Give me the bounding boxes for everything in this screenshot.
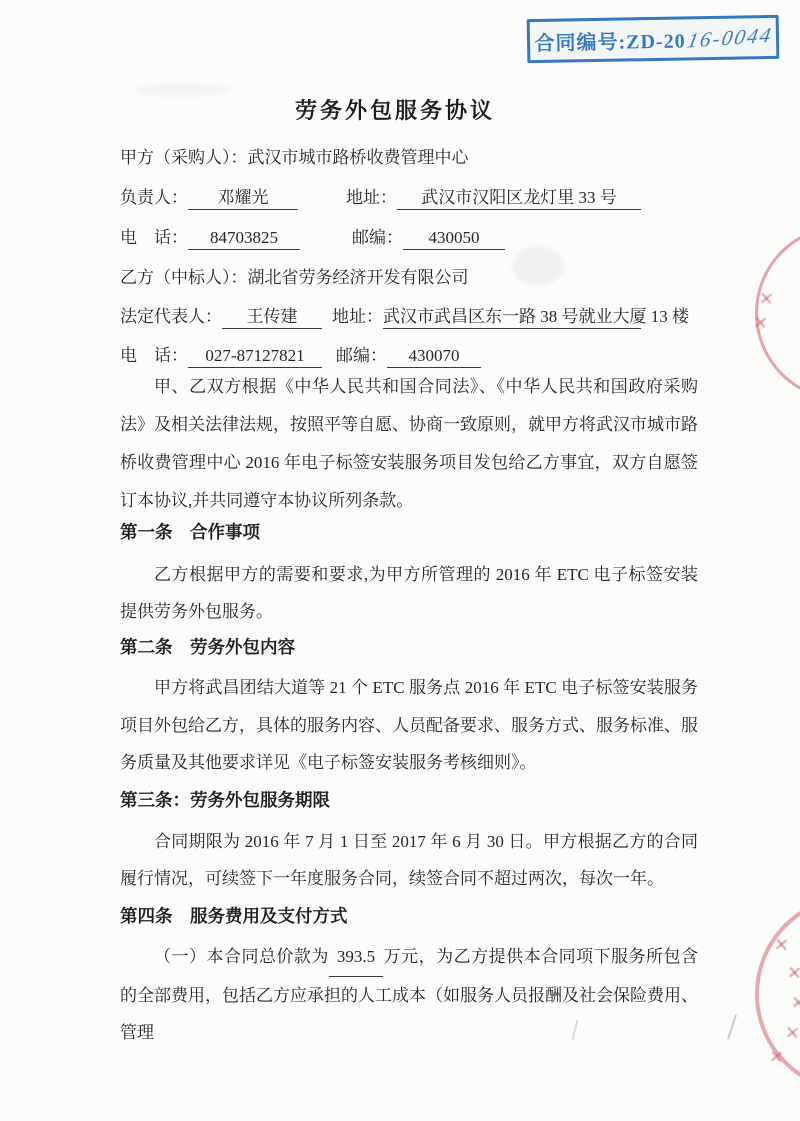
phone-a-value: 84703825 bbox=[188, 228, 300, 250]
legal-rep-address-row bbox=[120, 302, 689, 329]
address-b-label: 地址： bbox=[332, 307, 383, 326]
party-b-name: 湖北省劳务经济开发有限公司 bbox=[247, 268, 469, 287]
address-a-value: 武汉市汉阳区龙灯里 33 号 bbox=[397, 183, 641, 210]
clause-2-body: 甲方将武昌团结大道等 21 个 ETC 服务点 2016 年 ETC 电子标签安装服务项目外包给乙方，具体的服务内容、人员配备要求、服务方式、服务标准、服务质量及其他要求详见《电子标签安装服务考核细则》。 bbox=[120, 678, 698, 772]
phone-b-value: 027-87127821 bbox=[188, 346, 322, 368]
legal-rep-value: 王传建 bbox=[222, 302, 322, 329]
document-title: 劳务外包服务协议 bbox=[294, 98, 495, 123]
phone-zip-row-b bbox=[120, 341, 481, 368]
contract-number-stamp bbox=[527, 15, 780, 63]
clause-1-heading: 第一条 合作事项 bbox=[120, 522, 260, 542]
phone-b-label: 电 话： bbox=[120, 346, 188, 365]
clause-4-body-suffix: 万元，为乙方提供本合同项下服务所包含的全部费用，包括乙方应承担的人工成本（如服务人员报酬及社会保险费用、管理 bbox=[120, 947, 699, 1042]
party-a-label: 甲方（采购人）： bbox=[120, 148, 248, 167]
zip-b-value: 430070 bbox=[387, 346, 481, 368]
party-b-label: 乙方（中标人）： bbox=[120, 268, 248, 287]
party-a-row bbox=[120, 143, 469, 168]
scan-smudge bbox=[512, 246, 564, 286]
clause-2-heading: 第二条 劳务外包内容 bbox=[120, 637, 295, 657]
zip-a-value: 430050 bbox=[403, 228, 505, 250]
clause-4-body bbox=[120, 938, 698, 1052]
address-a-label: 地址： bbox=[346, 188, 397, 207]
preamble-paragraph: 甲、乙双方根据《中华人民共和国合同法》、《中华人民共和国政府采购法》及相关法律法规，按照平等自愿、协商一致原则，就甲方将武汉市城市路桥收费管理中心 2016 年电子标签安装服务项目发包给乙方事宜，双方自愿签订本协议,并共同遵守本协议所列条款。 bbox=[120, 377, 698, 510]
zip-a-label: 邮编： bbox=[352, 228, 403, 247]
party-a-name: 武汉市城市路桥收费管理中心 bbox=[247, 148, 469, 167]
clause-4-body-prefix: （一）本合同总价款为 bbox=[154, 947, 329, 966]
zip-b-label: 邮编： bbox=[336, 346, 387, 365]
contract-number-printed: 合同编号:ZD-20 bbox=[534, 29, 686, 55]
principal-address-row bbox=[120, 183, 641, 210]
clause-3-body: 合同期限为 2016 年 7 月 1 日至 2017 年 6 月 30 日。甲方根据乙方的合同履行情况，可续签下一年度服务合同，续签合同不超过两次，每次一年。 bbox=[120, 832, 698, 888]
principal-value: 邓耀光 bbox=[188, 183, 298, 210]
clause-1-body: 乙方根据甲方的需要和要求,为甲方所管理的 2016 年 ETC 电子标签安装提供劳务外包服务。 bbox=[120, 565, 698, 621]
phone-zip-row-a bbox=[120, 223, 505, 250]
phone-a-label: 电 话： bbox=[120, 228, 188, 247]
principal-label: 负责人： bbox=[120, 188, 188, 207]
address-b-value: 武汉市武昌区东一路 38 号就业大厦 13 楼 bbox=[383, 302, 641, 329]
contract-total-amount: 393.5 bbox=[329, 938, 383, 977]
contract-number-handwritten: 16-0044 bbox=[685, 22, 775, 53]
pencil-mark bbox=[727, 1014, 737, 1039]
clause-3-heading: 第三条：劳务外包服务期限 bbox=[120, 790, 330, 810]
legal-rep-label: 法定代表人： bbox=[120, 307, 222, 326]
party-b-row bbox=[120, 263, 469, 288]
clause-4-heading: 第四条 服务费用及支付方式 bbox=[120, 906, 348, 926]
